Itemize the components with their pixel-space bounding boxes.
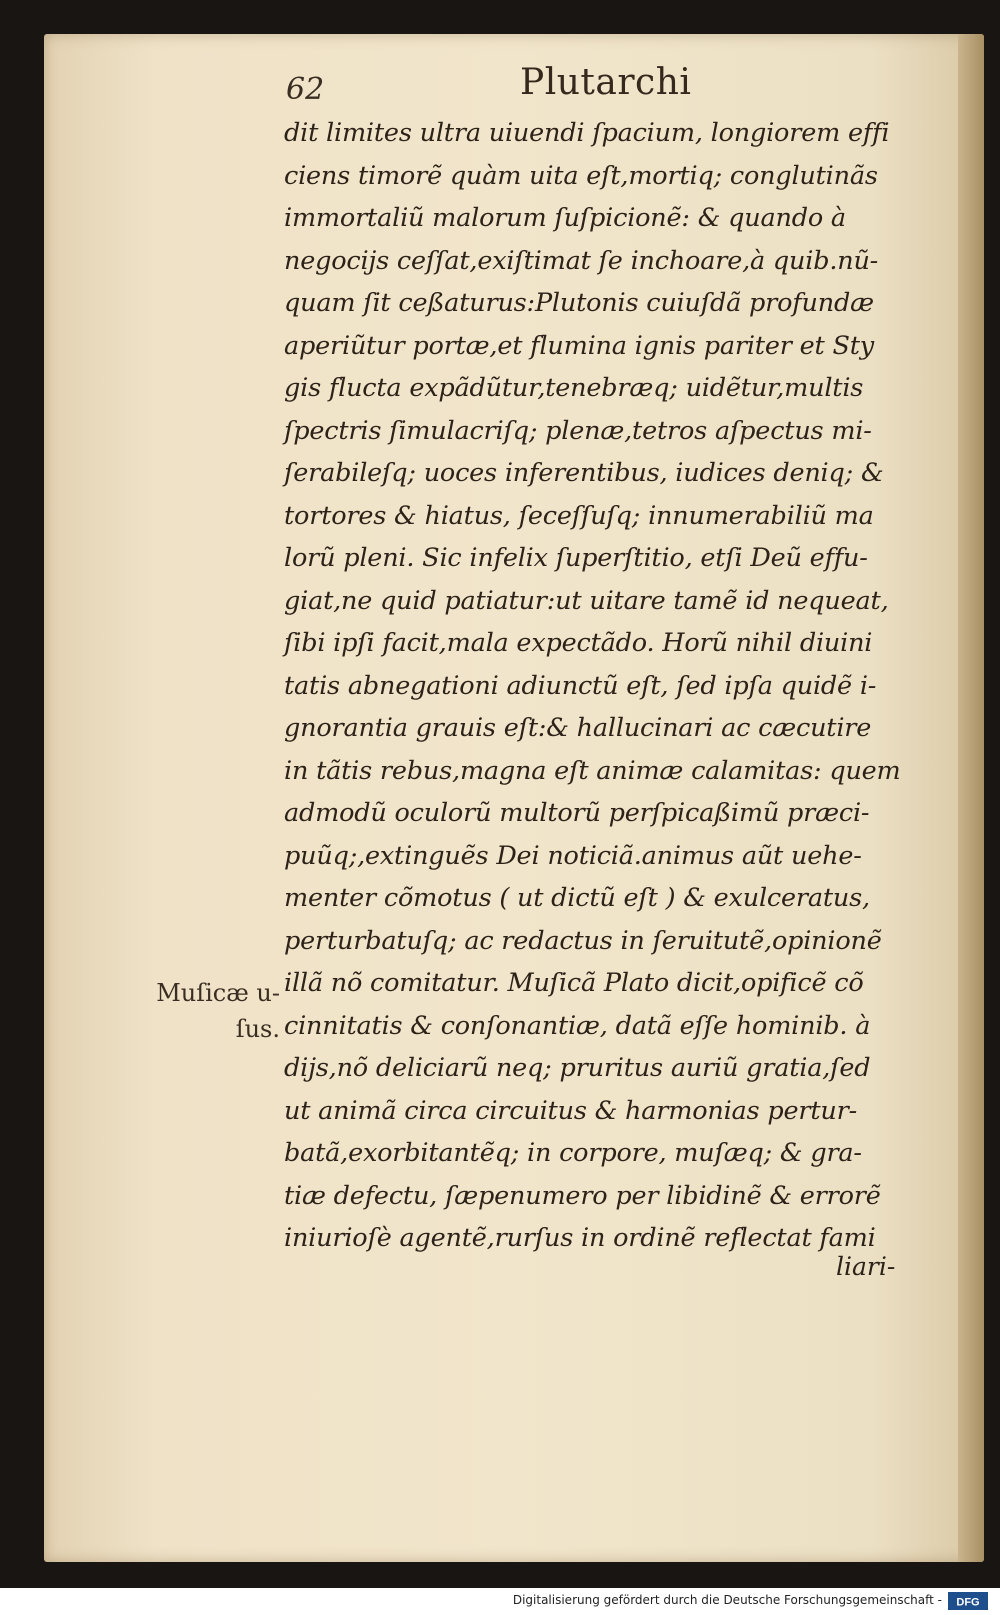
text-line: negocijs ceſſat,exiſtimat ſe inchoare,à quib.nũ- <box>284 245 879 276</box>
text-line: admodũ oculorũ multorũ perſpicaßimũ præci- <box>284 798 870 828</box>
text-line: aperiũtur portæ,et flumina ignis pariter et Sty <box>284 330 874 361</box>
text-line: ut animã circa circuitus & harmonias pertur- <box>284 1095 858 1126</box>
text-line: tortores & hiatus, ſeceſſuſq; innumerabiliũ ma <box>284 500 874 531</box>
text-line: tatis abnegationi adiunctũ eſt, ſed ipſa quidẽ i- <box>284 670 877 701</box>
text-line: tiæ defectu, ſæpenumero per libidinẽ & errorẽ <box>284 1180 881 1211</box>
footer-bar <box>0 1588 1000 1615</box>
page-number: 62 <box>286 72 325 107</box>
body-text-column <box>284 112 904 1260</box>
text-line: lorũ pleni. Sic infelix ſuperſtitio, etſi Deũ effu- <box>284 543 868 573</box>
running-head: Plutarchi <box>520 62 692 103</box>
footer-credit: Digitalisierung gefördert durch die Deutsche Forschungsgemeinschaft - <box>512 1593 942 1607</box>
text-line: ſibi ipſi facit,mala expectãdo. Horũ nihil diuini <box>284 628 873 658</box>
text-line: giat,ne quid patiatur:ut uitare tamẽ id nequeat, <box>284 585 889 616</box>
text-line: dijs,nõ deliciarũ neq; pruritus auriũ gratia,ſed <box>284 1053 871 1083</box>
text-line: immortaliũ malorum ſuſpicionẽ: & quando à <box>284 203 846 233</box>
catchword: liari- <box>836 1252 896 1281</box>
text-line: ſpectris ſimulacriſq; plenæ,tetros aſpectus mi- <box>284 415 872 446</box>
dfg-logo-text: DFG <box>956 1596 980 1609</box>
text-line: gnorantia grauis eſt:& hallucinari ac cæcutire <box>284 713 872 743</box>
text-line: quam ſit ceßaturus:Plutonis cuiuſdã profundæ <box>284 288 874 318</box>
text-line: batã,exorbitantẽq; in corpore, muſæq; & gra- <box>284 1138 862 1168</box>
marginal-note-line: ſus. <box>235 1015 280 1043</box>
text-line: menter cõmotus ( ut dictũ eſt ) & exulceratus, <box>284 883 870 913</box>
marginal-note <box>130 975 280 1047</box>
text-line: iniurioſè agentẽ,rurſus in ordinẽ reflectat fami <box>284 1223 876 1253</box>
text-line: perturbatuſq; ac redactus in ſeruitutẽ,opinionẽ <box>284 925 882 956</box>
text-line: in tãtis rebus,magna eſt animæ calamitas: quem <box>284 755 901 786</box>
page-fore-edge <box>958 34 984 1562</box>
dfg-logo-icon <box>948 1592 988 1610</box>
text-line: ſerabileſq; uoces inferentibus, iudices deniq; & <box>284 458 884 488</box>
text-line: illã nõ comitatur. Muſicã Plato dicit,opificẽ cõ <box>284 968 864 998</box>
text-line: dit limites ultra uiuendi ſpacium, longiorem effi <box>284 118 890 148</box>
text-line: gis flucta expãdũtur,tenebræq; uidẽtur,multis <box>284 373 864 403</box>
text-line: cinnitatis & conſonantiæ, datã eſſe hominib. à <box>284 1010 871 1041</box>
text-line: ciens timorẽ quàm uita eſt,mortiq; conglutinãs <box>284 160 878 191</box>
text-line: puũq;,extinguẽs Dei noticiã.animus aũt uehe- <box>284 840 862 871</box>
marginal-note-line: Muſicæ u- <box>156 979 280 1007</box>
